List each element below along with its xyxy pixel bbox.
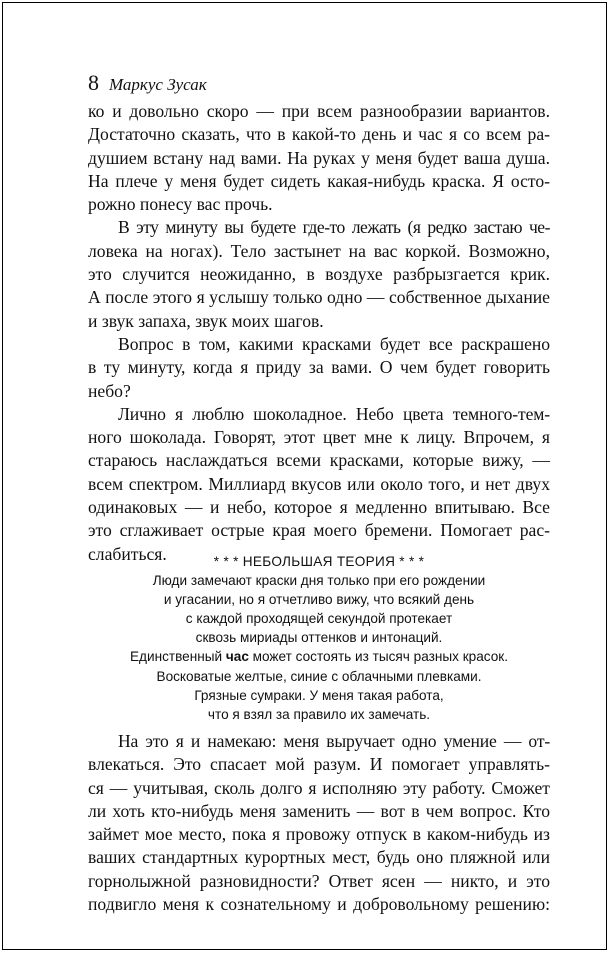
theory-bold-word: час [225, 649, 249, 665]
theory-text: может состоять из тысяч разных красок. [248, 649, 508, 665]
theory-line: с каждой проходящей секундой протекает [185, 611, 453, 627]
paragraph [88, 216, 550, 332]
text-line: займет мое место, пока я провожу отпуск в каком-нибудь из [88, 824, 550, 845]
text-line: и звук запаха, звук моих шагов. [88, 310, 324, 331]
text-line: ного шоколада. Говорят, этот цвет мне к лицу. Впрочем, я [88, 427, 550, 448]
body-text-top [88, 100, 550, 566]
text-line: это сглаживает острые края моего бремени. Помогает рас- [88, 520, 550, 541]
text-line: подвигло меня к сознательному и добровольному решению: [88, 894, 550, 915]
text-line: Вопрос в том, какими красками будет все раскрашено [118, 333, 550, 354]
text-line: слабиться. [88, 543, 167, 564]
theory-line: и угасании, но я отчетливо вижу, что всякий день [163, 592, 475, 608]
theory-box [88, 552, 550, 724]
running-head [88, 70, 207, 96]
text-line: одинаковых — и небо, которое я медленно впитываю. Все [88, 497, 550, 518]
theory-line: Восковатые желтые, синие с облачными плевками. [156, 668, 482, 684]
theory-heading: * * * НЕБОЛЬШАЯ ТЕОРИЯ * * * [213, 554, 425, 569]
text-line: ся — учитывая, сколь долго я исполняю эту работу. Сможет [88, 777, 550, 798]
text-line: стараюсь наслаждаться всеми красками, которые вижу, — [88, 450, 550, 471]
text-line: влекаться. Это спасает мой разум. И помогает управлять- [88, 754, 550, 775]
text-line: ваших стандартных курортных мест, будь оно пляжной или [88, 847, 550, 868]
text-line: В эту минуту вы будете где-то лежать (я редко застаю че- [118, 217, 550, 238]
paragraph [88, 333, 550, 403]
text-line: На это я и намекаю: меня выручает одно умение — от- [118, 731, 550, 751]
paragraph [88, 730, 550, 916]
text-line: небо? [88, 380, 131, 401]
theory-line: что я взял за правило их замечать. [207, 706, 431, 722]
text-line: ловека на ногах). Тело застынет на вас коркой. Возможно, [88, 240, 550, 261]
text-line: это случится неожиданно, в воздухе разбрызгается крик. [88, 264, 550, 285]
author-name: Маркус Зусак [109, 75, 207, 94]
page-number: 8 [88, 70, 99, 95]
body-text-bottom [88, 730, 550, 916]
text-line: Достаточно сказать, что в какой-то день и час я со всем ра- [88, 124, 550, 145]
theory-line [88, 647, 550, 666]
text-line: Лично я люблю шоколадное. Небо цвета темного-тем- [118, 403, 550, 424]
text-line: ли хоть кто-нибудь меня заменить — вот в чем вопрос. Кто [88, 800, 550, 821]
text-line: А после этого я услышу только одно — собственное дыхание [88, 287, 550, 308]
text-line: душием встану над вами. На руках у меня будет ваша душа. [88, 147, 550, 168]
theory-line: Люди замечают краски дня только при его рождении [152, 573, 486, 589]
text-line: рожно понесу вас прочь. [88, 194, 273, 215]
theory-line: Грязные сумраки. У меня такая работа, [194, 687, 444, 703]
text-line: всем спектром. Миллиард вкусов или около того, и нет двух [88, 473, 550, 494]
paragraph [88, 100, 550, 216]
theory-text: Единственный [129, 649, 226, 665]
text-line: в ту минуту, когда я приду за вами. О чем будет говорить [88, 357, 550, 378]
text-line: На плече у меня будет сидеть какая-нибудь краска. Я осто- [88, 170, 550, 191]
paragraph [88, 403, 550, 566]
theory-line: сквозь мириады оттенков и интонаций. [195, 630, 443, 646]
text-line: горнолыжной разновидности? Ответ ясен — никто, и это [88, 870, 550, 891]
text-line: ко и довольно скоро — при всем разнообразии вариантов. [88, 101, 550, 121]
